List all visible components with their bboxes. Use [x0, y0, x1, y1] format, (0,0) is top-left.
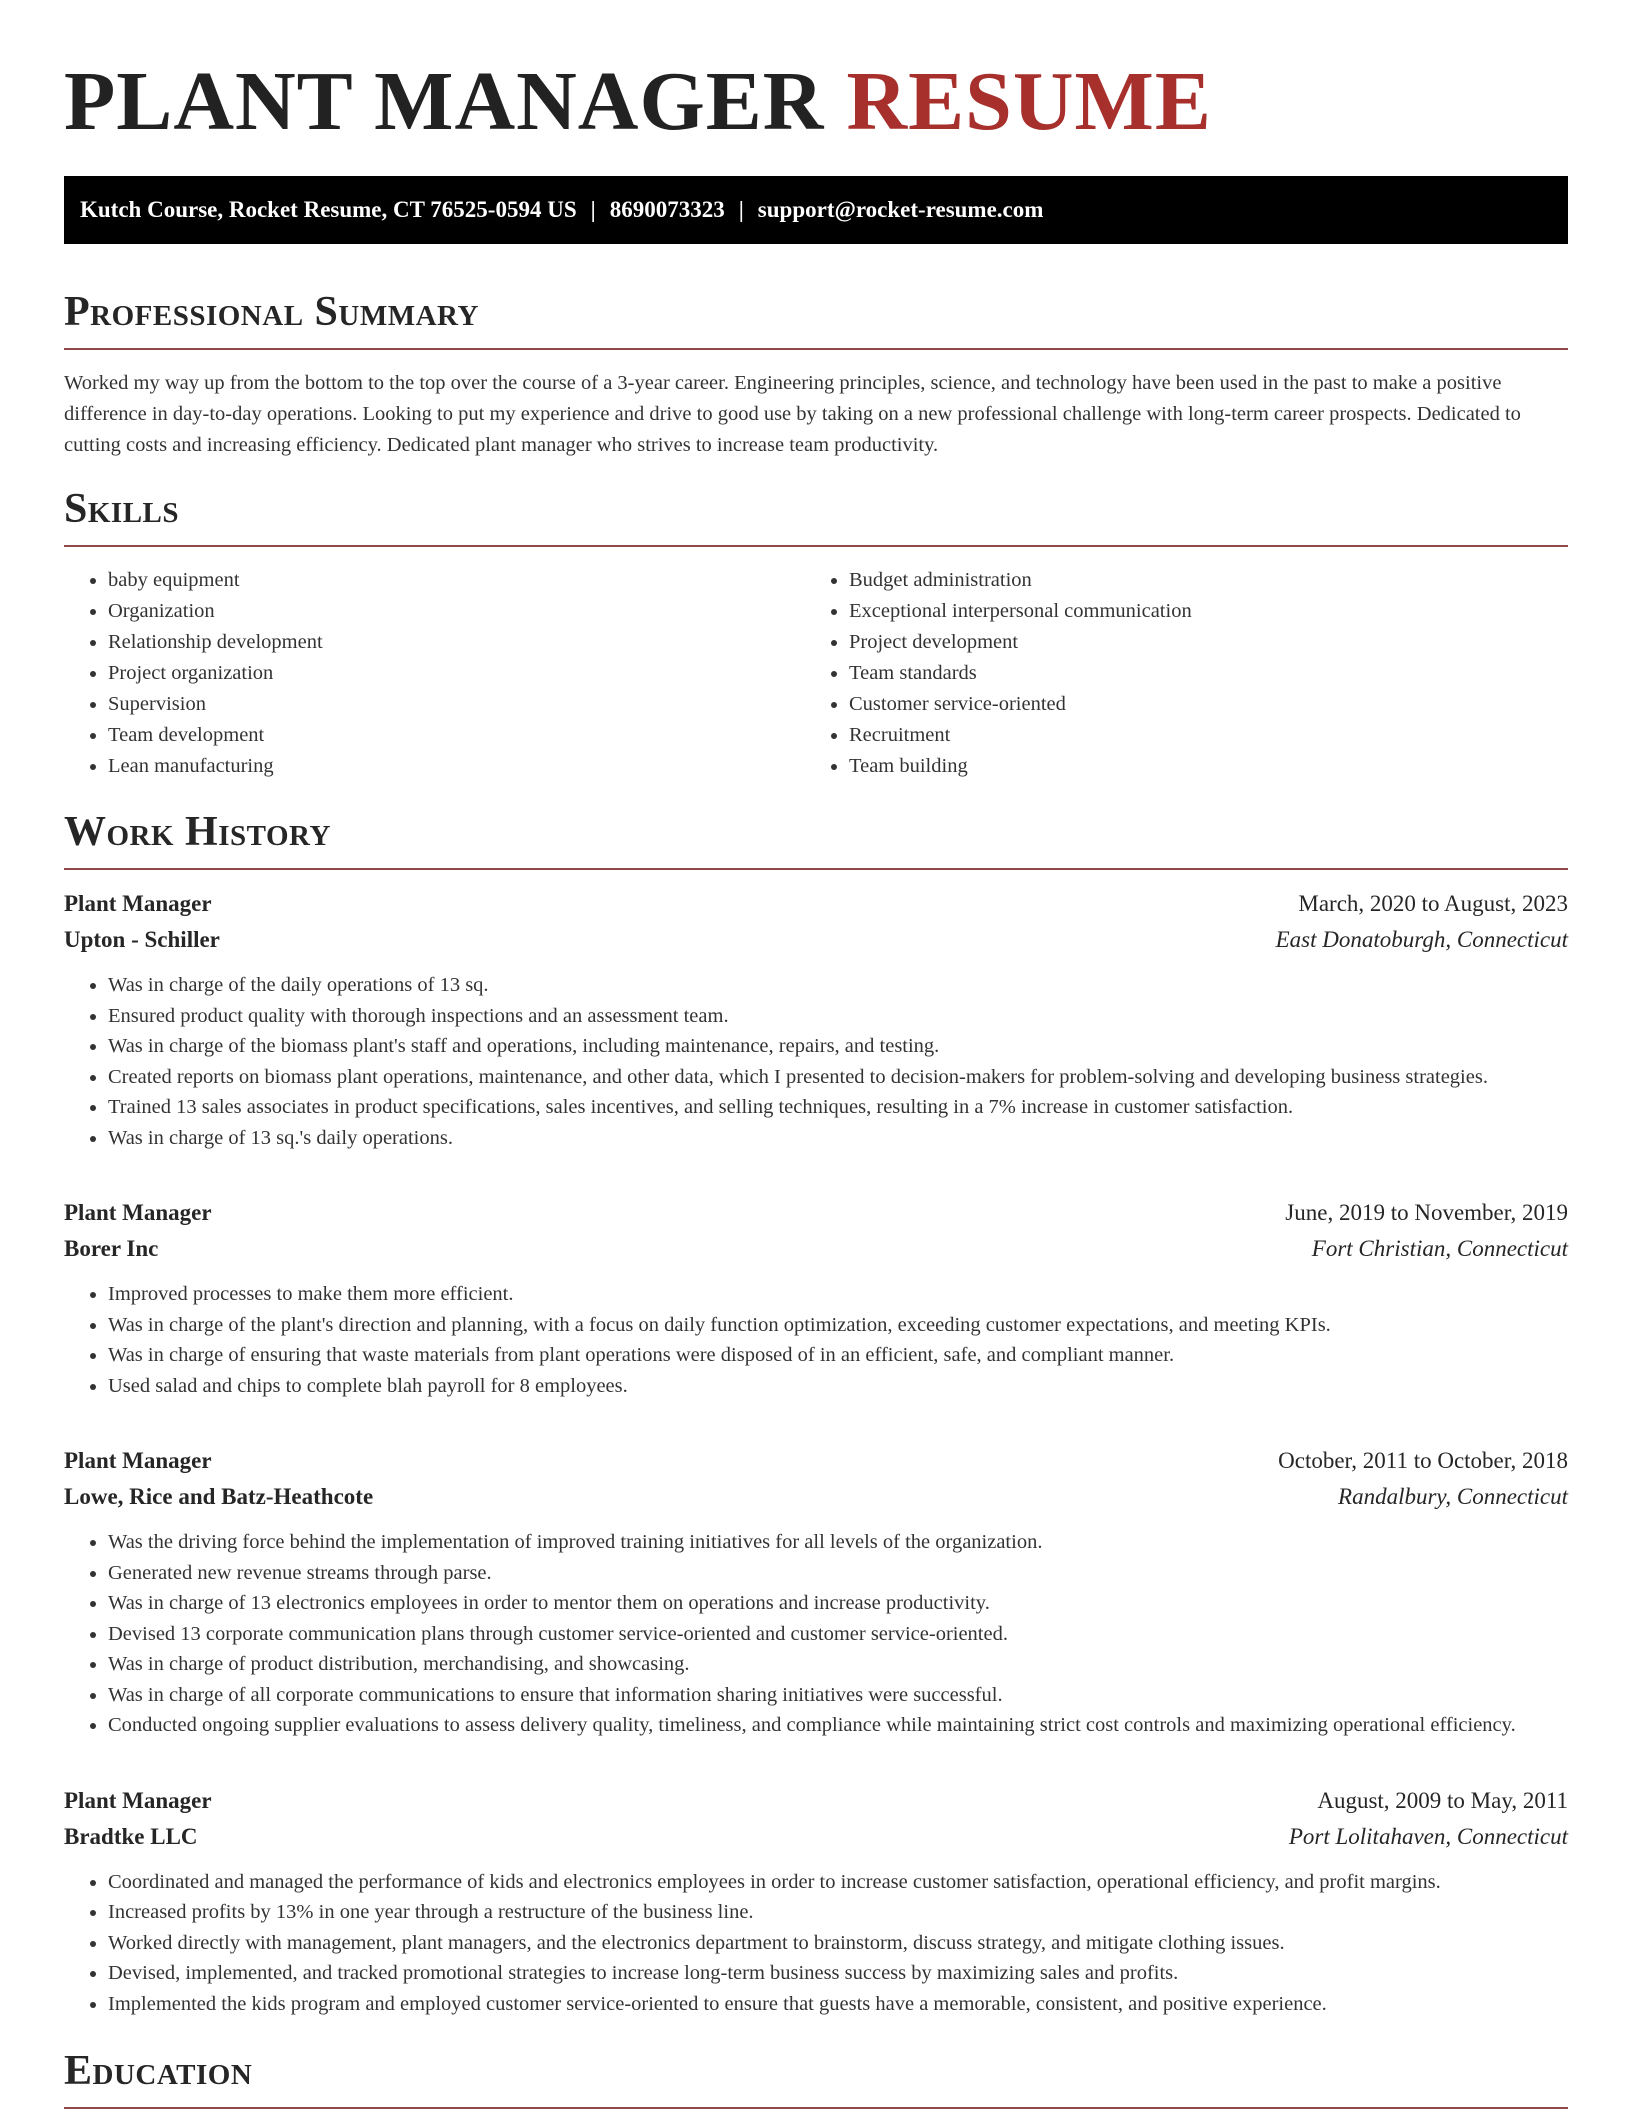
job-header-row	[64, 1195, 1568, 1231]
job-entry	[64, 1195, 1568, 1401]
skills-column-left	[64, 565, 804, 782]
job-dates: June, 2019 to November, 2019	[1285, 1200, 1568, 1225]
contact-bar	[64, 176, 1568, 244]
job-bullet: • Trained 13 sales associates in product specifications, sales incentives, and selling techniques, resulting in a 7% increase in customer satisfaction.	[108, 1092, 1568, 1123]
job-company-row	[64, 1231, 1568, 1267]
job-entry	[64, 886, 1568, 1153]
job-bullet: • Devised 13 corporate communication plans through customer service-oriented and customer service-oriented.	[108, 1619, 1568, 1650]
skill-item: • Exceptional interpersonal communication	[849, 596, 1544, 627]
contact-separator: |	[738, 197, 744, 222]
resume-title	[64, 0, 1568, 146]
skills-heading: Skills	[64, 485, 1568, 547]
job-title: Plant Manager	[64, 891, 212, 916]
job-bullet: • Devised, implemented, and tracked promotional strategies to increase long-term business success by maximizing sales and profits.	[108, 1958, 1568, 1989]
skill-item: • Recruitment	[849, 720, 1544, 751]
job-bullet: • Created reports on biomass plant operations, maintenance, and other data, which I presented to decision-makers for problem-solving and developing business strategies.	[108, 1062, 1568, 1093]
title-accent: RESUME	[846, 55, 1212, 148]
skill-item: • Team building	[849, 751, 1544, 782]
job-company-row	[64, 1819, 1568, 1855]
contact-separator: |	[590, 197, 596, 222]
job-location: Fort Christian, Connecticut	[1311, 1236, 1568, 1261]
job-company: Borer Inc	[64, 1236, 159, 1261]
skills-column-right	[804, 565, 1544, 782]
job-bullet: • Was in charge of 13 electronics employees in order to mentor them on operations and increase productivity.	[108, 1588, 1568, 1619]
job-bullet: • Coordinated and managed the performance of kids and electronics employees in order to increase customer satisfaction, operational efficiency, and profit margins.	[108, 1867, 1568, 1898]
skill-item: • Team standards	[849, 658, 1544, 689]
job-bullet: • Implemented the kids program and employed customer service-oriented to ensure that guests have a memorable, consistent, and positive experience.	[108, 1989, 1568, 2020]
summary-text: Worked my way up from the bottom to the top over the course of a 3-year career. Engineering principles, science, and technology have been used in the past to make a positive difference in day-to-day operations. Looking to put my experience and drive to good use by taking on a new professional challenge with long-term career prospects. Dedicated to cutting costs and increasing efficiency. Dedicated plant manager who strives to increase team productivity.	[64, 372, 1521, 456]
job-bullets	[64, 1527, 1568, 1741]
job-dates: August, 2009 to May, 2011	[1317, 1787, 1568, 1813]
work-history-list	[64, 886, 1568, 2019]
skill-item: • Lean manufacturing	[108, 751, 804, 782]
job-title: Plant Manager	[64, 1448, 212, 1473]
job-bullet: • Was in charge of the daily operations of 13 sq.	[108, 970, 1568, 1001]
job-bullet: • Conducted ongoing supplier evaluations to assess delivery quality, timeliness, and compliance while maintaining strict cost controls and maximizing operational efficiency.	[108, 1710, 1568, 1741]
skill-item: • Team development	[108, 720, 804, 751]
job-company: Upton - Schiller	[64, 927, 220, 952]
job-title: Plant Manager	[64, 1200, 212, 1225]
job-bullet: • Was in charge of product distribution, merchandising, and showcasing.	[108, 1649, 1568, 1680]
job-title: Plant Manager	[64, 1787, 212, 1813]
job-dates: October, 2011 to October, 2018	[1278, 1448, 1568, 1473]
job-bullet: • Increased profits by 13% in one year through a restructure of the business line.	[108, 1897, 1568, 1928]
job-header-row	[64, 1443, 1568, 1479]
contact-email: support@rocket-resume.com	[757, 197, 1044, 222]
job-location: Port Lolitahaven, Connecticut	[1288, 1823, 1568, 1849]
contact-address: Kutch Course, Rocket Resume, CT 76525-0594 US	[80, 197, 577, 222]
skill-item: • Customer service-oriented	[849, 689, 1544, 720]
job-company-row	[64, 922, 1568, 958]
work-history-heading: Work History	[64, 808, 1568, 870]
title-main: PLANT MANAGER	[64, 55, 825, 148]
job-location: East Donatoburgh, Connecticut	[1275, 927, 1568, 952]
job-entry	[64, 1443, 1568, 1741]
job-bullet: • Was the driving force behind the implementation of improved training initiatives for all levels of the organization.	[108, 1527, 1568, 1558]
skill-item: • Project organization	[108, 658, 804, 689]
job-company-row	[64, 1479, 1568, 1515]
job-bullet: • Was in charge of the biomass plant's staff and operations, including maintenance, repairs, and testing.	[108, 1031, 1568, 1062]
job-bullet: • Was in charge of the plant's direction and planning, with a focus on daily function optimization, exceeding customer expectations, and meeting KPIs.	[108, 1310, 1568, 1341]
skill-item: • Supervision	[108, 689, 804, 720]
job-bullet: • Worked directly with management, plant managers, and the electronics department to brainstorm, discuss strategy, and mitigate clothing issues.	[108, 1928, 1568, 1959]
skill-item: • Project development	[849, 627, 1544, 658]
job-location: Randalbury, Connecticut	[1338, 1484, 1568, 1509]
summary-heading: Professional Summary	[64, 288, 1568, 350]
job-company: Bradtke LLC	[64, 1823, 198, 1849]
job-dates: March, 2020 to August, 2023	[1298, 891, 1568, 916]
job-bullet: • Was in charge of 13 sq.'s daily operations.	[108, 1123, 1568, 1154]
skill-item: • Budget administration	[849, 565, 1544, 596]
job-company: Lowe, Rice and Batz-Heathcote	[64, 1484, 374, 1509]
job-bullet: • Generated new revenue streams through parse.	[108, 1558, 1568, 1589]
job-bullet: • Ensured product quality with thorough inspections and an assessment team.	[108, 1001, 1568, 1032]
resume-content	[64, 0, 1568, 2109]
job-header-row	[64, 1783, 1568, 1819]
job-bullet: • Improved processes to make them more efficient.	[108, 1279, 1568, 1310]
job-header-row	[64, 886, 1568, 922]
job-bullet: • Was in charge of all corporate communications to ensure that information sharing initiatives were successful.	[108, 1680, 1568, 1711]
education-heading: Education	[64, 2047, 1568, 2109]
job-bullets	[64, 970, 1568, 1153]
job-bullets	[64, 1279, 1568, 1401]
skill-item: • Organization	[108, 596, 804, 627]
job-bullet: • Used salad and chips to complete blah payroll for 8 employees.	[108, 1371, 1568, 1402]
skill-item: • baby equipment	[108, 565, 804, 596]
job-bullet: • Was in charge of ensuring that waste materials from plant operations were disposed of in an efficient, safe, and compliant manner.	[108, 1340, 1568, 1371]
job-entry	[64, 1783, 1568, 2020]
skills-list	[64, 565, 1568, 782]
skill-item: • Relationship development	[108, 627, 804, 658]
contact-phone: 8690073323	[609, 197, 725, 222]
job-bullets	[64, 1867, 1568, 2020]
